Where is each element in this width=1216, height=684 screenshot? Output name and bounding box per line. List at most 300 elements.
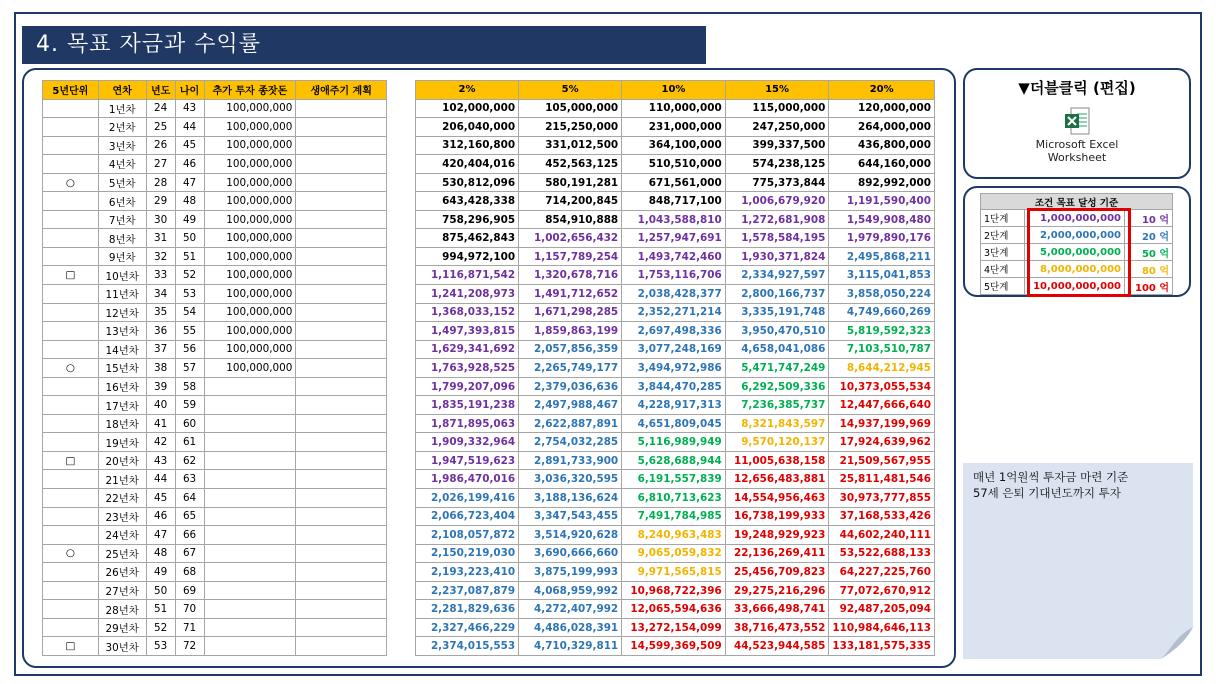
age-cell[interactable]: 46 [175, 155, 204, 174]
return-value-cell[interactable]: 4,749,660,269 [829, 303, 935, 322]
return-value-cell[interactable]: 4,651,809,045 [622, 414, 726, 433]
age-cell[interactable]: 64 [175, 489, 204, 508]
return-value-cell[interactable]: 2,026,199,416 [416, 489, 519, 508]
life-plan-cell[interactable] [296, 618, 387, 637]
life-plan-cell[interactable] [296, 377, 387, 396]
return-value-cell[interactable]: 3,690,666,660 [519, 544, 622, 563]
year-count-cell[interactable]: 1년차 [98, 99, 146, 118]
age-cell[interactable]: 50 [175, 229, 204, 248]
mark-cell[interactable] [43, 303, 99, 322]
return-value-cell[interactable]: 1,835,191,238 [416, 396, 519, 415]
year-cell[interactable]: 27 [146, 155, 175, 174]
return-value-cell[interactable]: 1,257,947,691 [622, 229, 726, 248]
mark-cell[interactable] [43, 210, 99, 229]
return-value-cell[interactable]: 1,859,863,199 [519, 322, 622, 341]
mark-cell[interactable] [43, 414, 99, 433]
year-count-cell[interactable]: 24년차 [98, 526, 146, 545]
return-value-cell[interactable]: 758,296,905 [416, 210, 519, 229]
mark-cell[interactable] [43, 581, 99, 600]
return-value-cell[interactable]: 2,754,032,285 [519, 433, 622, 452]
return-value-cell[interactable]: 7,236,385,737 [725, 396, 829, 415]
return-value-cell[interactable]: 2,352,271,214 [622, 303, 726, 322]
life-plan-cell[interactable] [296, 322, 387, 341]
excel-label-line2[interactable]: Worksheet [1047, 151, 1107, 164]
return-value-cell[interactable]: 2,057,856,359 [519, 340, 622, 359]
return-value-cell[interactable]: 364,100,000 [622, 136, 726, 155]
year-cell[interactable]: 50 [146, 581, 175, 600]
return-value-cell[interactable]: 1,799,207,096 [416, 377, 519, 396]
life-plan-cell[interactable] [296, 526, 387, 545]
year-cell[interactable]: 31 [146, 229, 175, 248]
return-value-cell[interactable]: 9,971,565,815 [622, 563, 726, 582]
year-cell[interactable]: 35 [146, 303, 175, 322]
return-value-cell[interactable]: 8,321,843,597 [725, 414, 829, 433]
return-value-cell[interactable]: 580,191,281 [519, 173, 622, 192]
return-value-cell[interactable]: 110,984,646,113 [829, 618, 935, 637]
return-value-cell[interactable]: 13,272,154,099 [622, 618, 726, 637]
year-cell[interactable]: 39 [146, 377, 175, 396]
return-value-cell[interactable]: 2,622,887,891 [519, 414, 622, 433]
return-value-cell[interactable]: 5,471,747,249 [725, 359, 829, 378]
year-count-cell[interactable]: 13년차 [98, 322, 146, 341]
return-value-cell[interactable]: 4,710,329,811 [519, 637, 622, 656]
return-value-cell[interactable]: 3,115,041,853 [829, 266, 935, 285]
return-value-cell[interactable]: 4,486,028,391 [519, 618, 622, 637]
return-value-cell[interactable]: 3,077,248,169 [622, 340, 726, 359]
life-plan-cell[interactable] [296, 155, 387, 174]
return-value-cell[interactable]: 29,275,216,296 [725, 581, 829, 600]
year-count-cell[interactable]: 9년차 [98, 247, 146, 266]
return-value-cell[interactable]: 1,549,908,480 [829, 210, 935, 229]
life-plan-cell[interactable] [296, 118, 387, 137]
return-value-cell[interactable]: 1,157,789,254 [519, 247, 622, 266]
return-value-cell[interactable]: 14,599,369,509 [622, 637, 726, 656]
year-cell[interactable]: 26 [146, 136, 175, 155]
return-value-cell[interactable]: 1,947,519,623 [416, 451, 519, 470]
life-plan-cell[interactable] [296, 451, 387, 470]
return-value-cell[interactable]: 994,972,100 [416, 247, 519, 266]
life-plan-cell[interactable] [296, 470, 387, 489]
year-count-cell[interactable]: 15년차 [98, 359, 146, 378]
mark-cell[interactable] [43, 433, 99, 452]
age-cell[interactable]: 72 [175, 637, 204, 656]
mark-cell[interactable]: ○ [43, 544, 99, 563]
life-plan-cell[interactable] [296, 229, 387, 248]
return-value-cell[interactable]: 10,373,055,534 [829, 377, 935, 396]
return-value-cell[interactable]: 331,012,500 [519, 136, 622, 155]
return-value-cell[interactable]: 33,666,498,741 [725, 600, 829, 619]
return-value-cell[interactable]: 38,716,473,552 [725, 618, 829, 637]
year-count-cell[interactable]: 18년차 [98, 414, 146, 433]
year-cell[interactable]: 32 [146, 247, 175, 266]
life-plan-cell[interactable] [296, 544, 387, 563]
age-cell[interactable]: 62 [175, 451, 204, 470]
year-count-cell[interactable]: 20년차 [98, 451, 146, 470]
return-value-cell[interactable]: 21,509,567,955 [829, 451, 935, 470]
return-value-cell[interactable]: 1,191,590,400 [829, 192, 935, 211]
year-count-cell[interactable]: 23년차 [98, 507, 146, 526]
year-cell[interactable]: 25 [146, 118, 175, 137]
return-value-cell[interactable]: 1,116,871,542 [416, 266, 519, 285]
return-value-cell[interactable]: 2,495,868,211 [829, 247, 935, 266]
seed-money-cell[interactable]: 100,000,000 [204, 340, 296, 359]
return-value-cell[interactable]: 12,065,594,636 [622, 600, 726, 619]
seed-money-cell[interactable]: 100,000,000 [204, 359, 296, 378]
return-value-cell[interactable]: 6,810,713,623 [622, 489, 726, 508]
return-value-cell[interactable]: 6,191,557,839 [622, 470, 726, 489]
year-cell[interactable]: 29 [146, 192, 175, 211]
return-value-cell[interactable]: 452,563,125 [519, 155, 622, 174]
mark-cell[interactable]: □ [43, 266, 99, 285]
return-value-cell[interactable]: 1,043,588,810 [622, 210, 726, 229]
life-plan-cell[interactable] [296, 581, 387, 600]
year-cell[interactable]: 30 [146, 210, 175, 229]
year-count-cell[interactable]: 30년차 [98, 637, 146, 656]
return-value-cell[interactable]: 16,738,199,933 [725, 507, 829, 526]
mark-cell[interactable]: ○ [43, 173, 99, 192]
seed-money-cell[interactable] [204, 544, 296, 563]
mark-cell[interactable] [43, 247, 99, 266]
return-value-cell[interactable]: 312,160,800 [416, 136, 519, 155]
return-value-cell[interactable]: 1,368,033,152 [416, 303, 519, 322]
return-value-cell[interactable]: 92,487,205,094 [829, 600, 935, 619]
return-value-cell[interactable]: 215,250,000 [519, 118, 622, 137]
seed-money-cell[interactable]: 100,000,000 [204, 266, 296, 285]
age-cell[interactable]: 69 [175, 581, 204, 600]
return-value-cell[interactable]: 25,456,709,823 [725, 563, 829, 582]
mark-cell[interactable] [43, 396, 99, 415]
age-cell[interactable]: 66 [175, 526, 204, 545]
return-value-cell[interactable]: 102,000,000 [416, 99, 519, 118]
return-value-cell[interactable]: 120,000,000 [829, 99, 935, 118]
return-value-cell[interactable]: 12,656,483,881 [725, 470, 829, 489]
mark-cell[interactable] [43, 229, 99, 248]
year-count-cell[interactable]: 28년차 [98, 600, 146, 619]
mark-cell[interactable] [43, 155, 99, 174]
return-value-cell[interactable]: 1,006,679,920 [725, 192, 829, 211]
return-value-cell[interactable]: 510,510,000 [622, 155, 726, 174]
return-value-cell[interactable]: 399,337,500 [725, 136, 829, 155]
return-value-cell[interactable]: 1,909,332,964 [416, 433, 519, 452]
year-cell[interactable]: 45 [146, 489, 175, 508]
return-value-cell[interactable]: 9,065,059,832 [622, 544, 726, 563]
seed-money-cell[interactable] [204, 451, 296, 470]
year-count-cell[interactable]: 11년차 [98, 285, 146, 304]
seed-money-cell[interactable]: 100,000,000 [204, 322, 296, 341]
seed-money-cell[interactable] [204, 563, 296, 582]
life-plan-cell[interactable] [296, 192, 387, 211]
return-value-cell[interactable]: 7,491,784,985 [622, 507, 726, 526]
seed-money-cell[interactable] [204, 526, 296, 545]
life-plan-cell[interactable] [296, 173, 387, 192]
year-count-cell[interactable]: 10년차 [98, 266, 146, 285]
year-count-cell[interactable]: 14년차 [98, 340, 146, 359]
mark-cell[interactable] [43, 563, 99, 582]
return-value-cell[interactable]: 2,800,166,737 [725, 285, 829, 304]
return-value-cell[interactable]: 1,979,890,176 [829, 229, 935, 248]
return-value-cell[interactable]: 1,002,656,432 [519, 229, 622, 248]
year-cell[interactable]: 51 [146, 600, 175, 619]
return-value-cell[interactable]: 247,250,000 [725, 118, 829, 137]
life-plan-cell[interactable] [296, 99, 387, 118]
return-value-cell[interactable]: 854,910,888 [519, 210, 622, 229]
return-value-cell[interactable]: 9,570,120,137 [725, 433, 829, 452]
year-count-cell[interactable]: 2년차 [98, 118, 146, 137]
seed-money-cell[interactable]: 100,000,000 [204, 285, 296, 304]
year-cell[interactable]: 52 [146, 618, 175, 637]
mark-cell[interactable]: □ [43, 637, 99, 656]
year-cell[interactable]: 47 [146, 526, 175, 545]
seed-money-cell[interactable]: 100,000,000 [204, 136, 296, 155]
return-value-cell[interactable]: 1,930,371,824 [725, 247, 829, 266]
return-value-cell[interactable]: 644,160,000 [829, 155, 935, 174]
return-value-cell[interactable]: 2,497,988,467 [519, 396, 622, 415]
life-plan-cell[interactable] [296, 359, 387, 378]
return-value-cell[interactable]: 2,281,829,636 [416, 600, 519, 619]
life-plan-cell[interactable] [296, 136, 387, 155]
return-value-cell[interactable]: 44,602,240,111 [829, 526, 935, 545]
mark-cell[interactable] [43, 340, 99, 359]
year-cell[interactable]: 38 [146, 359, 175, 378]
return-value-cell[interactable]: 3,858,050,224 [829, 285, 935, 304]
seed-money-cell[interactable] [204, 433, 296, 452]
return-value-cell[interactable]: 2,108,057,872 [416, 526, 519, 545]
year-cell[interactable]: 24 [146, 99, 175, 118]
return-value-cell[interactable]: 2,697,498,336 [622, 322, 726, 341]
return-value-cell[interactable]: 14,554,956,463 [725, 489, 829, 508]
return-value-cell[interactable]: 8,644,212,945 [829, 359, 935, 378]
seed-money-cell[interactable] [204, 377, 296, 396]
age-cell[interactable]: 55 [175, 322, 204, 341]
age-cell[interactable]: 49 [175, 210, 204, 229]
year-cell[interactable]: 28 [146, 173, 175, 192]
return-value-cell[interactable]: 37,168,533,426 [829, 507, 935, 526]
age-cell[interactable]: 45 [175, 136, 204, 155]
life-plan-cell[interactable] [296, 507, 387, 526]
return-value-cell[interactable]: 64,227,225,760 [829, 563, 935, 582]
return-value-cell[interactable]: 2,237,087,879 [416, 581, 519, 600]
return-value-cell[interactable]: 892,992,000 [829, 173, 935, 192]
return-value-cell[interactable]: 2,327,466,229 [416, 618, 519, 637]
mark-cell[interactable] [43, 192, 99, 211]
seed-money-cell[interactable]: 100,000,000 [204, 118, 296, 137]
mark-cell[interactable] [43, 618, 99, 637]
year-count-cell[interactable]: 22년차 [98, 489, 146, 508]
return-value-cell[interactable]: 12,447,666,640 [829, 396, 935, 415]
year-cell[interactable]: 41 [146, 414, 175, 433]
year-cell[interactable]: 34 [146, 285, 175, 304]
mark-cell[interactable] [43, 470, 99, 489]
year-count-cell[interactable]: 25년차 [98, 544, 146, 563]
year-cell[interactable]: 46 [146, 507, 175, 526]
mark-cell[interactable] [43, 285, 99, 304]
seed-money-cell[interactable] [204, 396, 296, 415]
year-count-cell[interactable]: 21년차 [98, 470, 146, 489]
life-plan-cell[interactable] [296, 247, 387, 266]
excel-icon[interactable] [1063, 106, 1091, 136]
age-cell[interactable]: 51 [175, 247, 204, 266]
life-plan-cell[interactable] [296, 489, 387, 508]
age-cell[interactable]: 53 [175, 285, 204, 304]
return-value-cell[interactable]: 1,763,928,525 [416, 359, 519, 378]
return-value-cell[interactable]: 643,428,338 [416, 192, 519, 211]
year-count-cell[interactable]: 17년차 [98, 396, 146, 415]
mark-cell[interactable] [43, 377, 99, 396]
mark-cell[interactable] [43, 118, 99, 137]
return-value-cell[interactable]: 5,819,592,323 [829, 322, 935, 341]
age-cell[interactable]: 58 [175, 377, 204, 396]
return-value-cell[interactable]: 1,629,341,692 [416, 340, 519, 359]
return-value-cell[interactable]: 574,238,125 [725, 155, 829, 174]
return-value-cell[interactable]: 44,523,944,585 [725, 637, 829, 656]
year-cell[interactable]: 44 [146, 470, 175, 489]
year-cell[interactable]: 42 [146, 433, 175, 452]
year-cell[interactable]: 36 [146, 322, 175, 341]
age-cell[interactable]: 57 [175, 359, 204, 378]
age-cell[interactable]: 54 [175, 303, 204, 322]
return-value-cell[interactable]: 206,040,000 [416, 118, 519, 137]
life-plan-cell[interactable] [296, 600, 387, 619]
seed-money-cell[interactable]: 100,000,000 [204, 229, 296, 248]
age-cell[interactable]: 65 [175, 507, 204, 526]
return-value-cell[interactable]: 714,200,845 [519, 192, 622, 211]
return-value-cell[interactable]: 875,462,843 [416, 229, 519, 248]
seed-money-cell[interactable]: 100,000,000 [204, 155, 296, 174]
return-value-cell[interactable]: 530,812,096 [416, 173, 519, 192]
return-value-cell[interactable]: 2,891,733,900 [519, 451, 622, 470]
mark-cell[interactable] [43, 136, 99, 155]
age-cell[interactable]: 63 [175, 470, 204, 489]
year-count-cell[interactable]: 16년차 [98, 377, 146, 396]
return-value-cell[interactable]: 105,000,000 [519, 99, 622, 118]
year-cell[interactable]: 53 [146, 637, 175, 656]
year-count-cell[interactable]: 4년차 [98, 155, 146, 174]
seed-money-cell[interactable] [204, 507, 296, 526]
year-count-cell[interactable]: 27년차 [98, 581, 146, 600]
return-value-cell[interactable]: 30,973,777,855 [829, 489, 935, 508]
age-cell[interactable]: 70 [175, 600, 204, 619]
seed-money-cell[interactable]: 100,000,000 [204, 99, 296, 118]
seed-money-cell[interactable]: 100,000,000 [204, 173, 296, 192]
year-count-cell[interactable]: 5년차 [98, 173, 146, 192]
return-value-cell[interactable]: 115,000,000 [725, 99, 829, 118]
return-value-cell[interactable]: 3,036,320,595 [519, 470, 622, 489]
year-count-cell[interactable]: 26년차 [98, 563, 146, 582]
excel-label-line1[interactable]: Microsoft Excel [1035, 138, 1119, 151]
return-value-cell[interactable]: 2,379,036,636 [519, 377, 622, 396]
seed-money-cell[interactable] [204, 414, 296, 433]
age-cell[interactable]: 68 [175, 563, 204, 582]
age-cell[interactable]: 60 [175, 414, 204, 433]
age-cell[interactable]: 44 [175, 118, 204, 137]
return-value-cell[interactable]: 22,136,269,411 [725, 544, 829, 563]
seed-money-cell[interactable]: 100,000,000 [204, 303, 296, 322]
return-value-cell[interactable]: 4,068,959,992 [519, 581, 622, 600]
seed-money-cell[interactable] [204, 600, 296, 619]
return-value-cell[interactable]: 19,248,929,923 [725, 526, 829, 545]
return-value-cell[interactable]: 77,072,670,912 [829, 581, 935, 600]
return-value-cell[interactable]: 1,671,298,285 [519, 303, 622, 322]
mark-cell[interactable] [43, 322, 99, 341]
return-value-cell[interactable]: 1,320,678,716 [519, 266, 622, 285]
return-value-cell[interactable]: 3,188,136,624 [519, 489, 622, 508]
return-value-cell[interactable]: 2,150,219,030 [416, 544, 519, 563]
seed-money-cell[interactable]: 100,000,000 [204, 247, 296, 266]
return-value-cell[interactable]: 8,240,963,483 [622, 526, 726, 545]
return-value-cell[interactable]: 14,937,199,969 [829, 414, 935, 433]
mark-cell[interactable] [43, 526, 99, 545]
return-value-cell[interactable]: 1,753,116,706 [622, 266, 726, 285]
age-cell[interactable]: 71 [175, 618, 204, 637]
life-plan-cell[interactable] [296, 637, 387, 656]
age-cell[interactable]: 61 [175, 433, 204, 452]
return-value-cell[interactable]: 3,347,543,455 [519, 507, 622, 526]
return-value-cell[interactable]: 231,000,000 [622, 118, 726, 137]
seed-money-cell[interactable] [204, 637, 296, 656]
return-value-cell[interactable]: 25,811,481,546 [829, 470, 935, 489]
mark-cell[interactable]: □ [43, 451, 99, 470]
mark-cell[interactable]: ○ [43, 359, 99, 378]
return-value-cell[interactable]: 1,578,584,195 [725, 229, 829, 248]
return-value-cell[interactable]: 2,193,223,410 [416, 563, 519, 582]
return-value-cell[interactable]: 3,844,470,285 [622, 377, 726, 396]
seed-money-cell[interactable]: 100,000,000 [204, 210, 296, 229]
return-value-cell[interactable]: 3,514,920,628 [519, 526, 622, 545]
life-plan-cell[interactable] [296, 210, 387, 229]
return-value-cell[interactable]: 1,986,470,016 [416, 470, 519, 489]
return-value-cell[interactable]: 4,658,041,086 [725, 340, 829, 359]
return-value-cell[interactable]: 1,493,742,460 [622, 247, 726, 266]
return-value-cell[interactable]: 17,924,639,962 [829, 433, 935, 452]
return-value-cell[interactable]: 6,292,509,336 [725, 377, 829, 396]
seed-money-cell[interactable] [204, 581, 296, 600]
return-value-cell[interactable]: 3,335,191,748 [725, 303, 829, 322]
year-count-cell[interactable]: 29년차 [98, 618, 146, 637]
year-count-cell[interactable]: 12년차 [98, 303, 146, 322]
return-value-cell[interactable]: 3,875,199,993 [519, 563, 622, 582]
life-plan-cell[interactable] [296, 303, 387, 322]
year-count-cell[interactable]: 3년차 [98, 136, 146, 155]
return-value-cell[interactable]: 1,491,712,652 [519, 285, 622, 304]
seed-money-cell[interactable] [204, 618, 296, 637]
return-value-cell[interactable]: 5,116,989,949 [622, 433, 726, 452]
year-count-cell[interactable]: 6년차 [98, 192, 146, 211]
return-value-cell[interactable]: 2,066,723,404 [416, 507, 519, 526]
return-value-cell[interactable]: 11,005,638,158 [725, 451, 829, 470]
seed-money-cell[interactable] [204, 489, 296, 508]
return-value-cell[interactable]: 133,181,575,335 [829, 637, 935, 656]
year-cell[interactable]: 37 [146, 340, 175, 359]
seed-money-cell[interactable] [204, 470, 296, 489]
year-cell[interactable]: 48 [146, 544, 175, 563]
year-cell[interactable]: 40 [146, 396, 175, 415]
life-plan-cell[interactable] [296, 414, 387, 433]
life-plan-cell[interactable] [296, 396, 387, 415]
return-value-cell[interactable]: 3,494,972,986 [622, 359, 726, 378]
return-value-cell[interactable]: 2,334,927,597 [725, 266, 829, 285]
age-cell[interactable]: 59 [175, 396, 204, 415]
year-count-cell[interactable]: 8년차 [98, 229, 146, 248]
life-plan-cell[interactable] [296, 285, 387, 304]
age-cell[interactable]: 67 [175, 544, 204, 563]
seed-money-cell[interactable]: 100,000,000 [204, 192, 296, 211]
return-value-cell[interactable]: 775,373,844 [725, 173, 829, 192]
life-plan-cell[interactable] [296, 266, 387, 285]
age-cell[interactable]: 43 [175, 99, 204, 118]
mark-cell[interactable] [43, 489, 99, 508]
mark-cell[interactable] [43, 600, 99, 619]
life-plan-cell[interactable] [296, 340, 387, 359]
